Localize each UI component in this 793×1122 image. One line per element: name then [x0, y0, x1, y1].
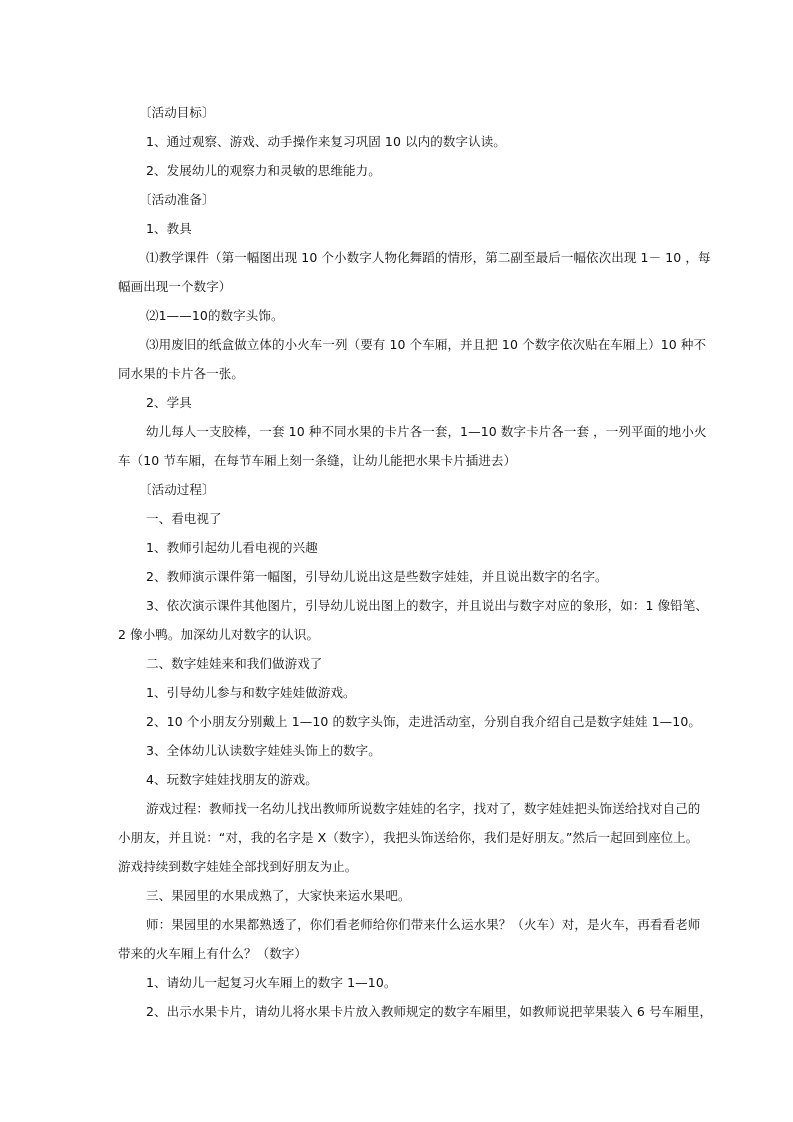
paragraph-line: 游戏过程：教师找一名幼儿找出教师所说数字娃娃的名字，找对了，数字娃娃把头饰送给找对自己的 [146, 801, 701, 816]
paragraph-line: ⑵1——10的数字头饰。 [146, 308, 284, 323]
paragraph-line: 幅画出现一个数字） [118, 279, 232, 294]
subheading-number-game: 二、数字娃娃来和我们做游戏了 [146, 656, 323, 671]
document-body [118, 98, 713, 1026]
paragraph-line: 2、10 个小朋友分别戴上 1—10 的数字头饰，走进活动室，分别自我介绍自己是数字娃娃 1—10。 [146, 714, 701, 729]
paragraph-line: ⑴教学课件（第一幅图出现 10 个小数字人物化舞蹈的情形，第二副至最后一幅依次出现 1－ 10 ，每 [146, 250, 711, 265]
paragraph-line: 2、教师演示课件第一幅图，引导幼儿说出这是些数字娃娃，并且说出数字的名字。 [146, 569, 608, 584]
paragraph-line: 2、出示水果卡片，请幼儿将水果卡片放入教师规定的数字车厢里，如教师说把苹果装入 6 号车厢里， [146, 1004, 713, 1019]
paragraph-line: 游戏持续到数字娃娃全部找到好朋友为止。 [118, 859, 358, 874]
paragraph-line: 3、依次演示课件其他图片，引导幼儿说出图上的数字，并且说出与数字对应的象形，如：1 像铅笔、 [146, 598, 708, 613]
paragraph-line: 1、教师引起幼儿看电视的兴趣 [146, 540, 318, 555]
subheading-fruit-transport: 三、果园里的水果成熟了，大家快来运水果吧。 [146, 888, 411, 903]
subheading-watch-tv: 一、看电视了 [146, 511, 222, 526]
section-heading-preparation: 〔活动准备〕 [139, 192, 215, 207]
paragraph-line: 1、请幼儿一起复习火车厢上的数字 1—10。 [146, 975, 397, 990]
paragraph-line: 1、通过观察、游戏、动手操作来复习巩固 10 以内的数字认读。 [146, 134, 506, 149]
subheading-learning-tools: 2、学具 [146, 395, 192, 410]
section-heading-goals: 〔活动目标〕 [139, 105, 215, 120]
paragraph-line: 同水果的卡片各一张。 [118, 366, 245, 381]
paragraph-line: ⑶用废旧的纸盒做立体的小火车一列（要有 10 个车厢，并且把 10 个数字依次贴在车厢上）10 种不 [146, 337, 707, 352]
paragraph-line: 3、全体幼儿认读数字娃娃头饰上的数字。 [146, 743, 381, 758]
paragraph-line: 带来的火车厢上有什么？（数字） [118, 946, 308, 961]
paragraph-line: 车（10 节车厢，在每节车厢上刻一条缝，让幼儿能把水果卡片插进去） [118, 453, 517, 468]
paragraph-line: 2、发展幼儿的观察力和灵敏的思维能力。 [146, 163, 381, 178]
paragraph-line: 2 像小鸭。加深幼儿对数字的认识。 [118, 627, 320, 642]
paragraph-line: 师：果园里的水果都熟透了，你们看老师给你们带来什么运水果？（火车）对，是火车，再看看老师 [146, 917, 701, 932]
paragraph-line: 小朋友，并且说：“对，我的名字是 X（数字），我把头饰送给你，我们是好朋友。”然后一起回到座位上。 [118, 830, 699, 845]
paragraph-line: 4、玩数字娃娃找朋友的游戏。 [146, 772, 318, 787]
paragraph-line: 1、引导幼儿参与和数字娃娃做游戏。 [146, 685, 356, 700]
subheading-teaching-tools: 1、教具 [146, 221, 192, 236]
section-heading-process: 〔活动过程〕 [139, 482, 215, 497]
paragraph-line: 幼儿每人一支胶棒，一套 10 种不同水果的卡片各一套，1—10 数字卡片各一套 ，一列平面的地小火 [146, 424, 707, 439]
